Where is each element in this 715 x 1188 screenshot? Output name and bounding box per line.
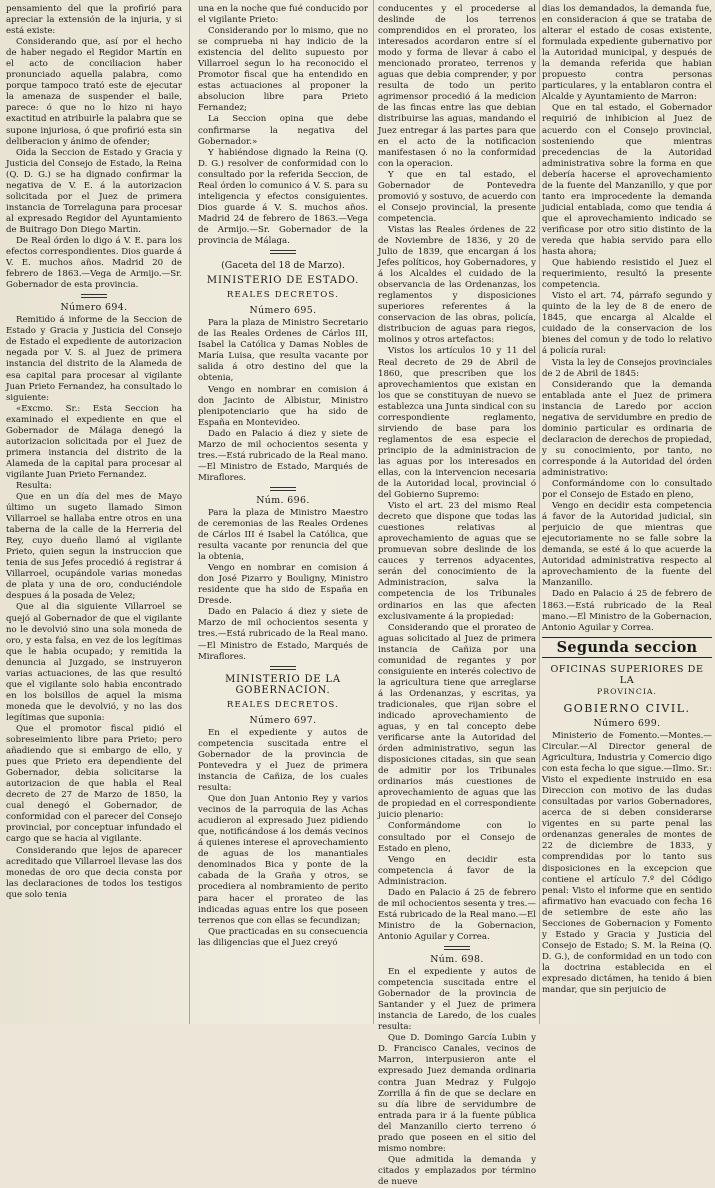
column-2 [198, 4, 368, 1022]
column-1 [6, 4, 182, 1022]
paragraph: «Excmo. Sr.: Esta Seccion ha examinado el expediente en que el Gobernador de Málaga denegó la autorizacion solicitada por el Juez de primera instancia del distrito de la Alameda de la capital para procesar al vigilante Juan Prieto Fernandez. [6, 403, 182, 480]
gobierno-civil-heading: GOBIERNO CIVIL. [563, 701, 691, 715]
paragraph: Que habiendo resistido el Juez el requerimiento, resultó la presente competencia. [542, 258, 712, 291]
decree-number: Núm. 698. [430, 953, 484, 965]
offices-heading: OFICINAS SUPERIORES DE LA [550, 663, 704, 686]
paragraph: conducentes y el procederse al deslinde de los terrenos comprendidos en el prorateo, los interesados acordaron entre sí el modo y forma de llevar á cabo el mencionado prorateo, terrenos y aguas que debia comprender, y por resulta de todo un perito agrimensor procedió á la medicion de las fincas entre las que debian distribuirse las aguas, mandando el Juez entregar á las partes para que en el acto de la notificacion manifestasen ó no la conformidad con la operacion. [378, 4, 536, 169]
column-4 [542, 4, 712, 1022]
separator [198, 487, 368, 491]
paragraph: En el expediente y autos de competencia suscitada entre el Gobernador de la provincia de Pontevedra y el Juez de primera instancia de Cañiza, de los cuales resulta: [198, 727, 368, 794]
paragraph: Considerando por lo mismo, que no se comprueba ni hay indicio de la existencia del delito supuesto por Villarroel segun lo ha reconocido el Promotor fiscal que ha entendido en estas actuaciones al proponer la absolucion libre para Prieto Fernandez; [198, 26, 368, 114]
paragraph: Considerando que, así por el hecho de haber negado el Regidor Martín en el acto de conciliacion haber pronunciado aquella palabra, como porque tampoco trató este de ejecutar la amenaza de suspender el baile, parece: ó que no lo hizo ni hayo exactitud en atribuirle la palabra que se supone injuriosa, ó que profirió esta sin deliberacion y ánimo de ofender; [6, 37, 182, 147]
paragraph: Conformándome con lo consultado por el Consejo de Estado en pleno, [378, 821, 536, 854]
paragraph: Que admitida la demanda y citados y emplazados por término de nueve [378, 1154, 536, 1187]
section-subheading: REALES DECRETOS. [226, 699, 340, 710]
paragraph: Considerando que el prorateo de aguas solicitado al Juez de primera instancia de Cañiza por una comunidad de regantes y por consiguiente en interés colectivo de la agricultura tiene que arreglarse á las Ordenanzas, y escritas, ya tradicionales, que rijan sobre el indicado aprovechamiento de aguas, y en tal concepto debe verificarse ante la Autoridad del órden administrativo, segun las disposiciones citadas, sin que sean de admitir por los Tribunales ordinarios más cuestiones de aprovechamiento de aguas que las de propiedad en el correspondiente juicio plenario: [378, 622, 536, 821]
paragraph: Vengo en nombrar en comision á don Jacinto de Albistur, Ministro plenipotenciario que ha sido de España en Montevideo. [198, 384, 368, 428]
paragraph: Vengo en nombrar en comision á don José Pizarro y Bouligny, Ministro residente que ha sido de España en Dresde. [198, 563, 368, 607]
paragraph: La Seccion opina que debe confirmarse la negativa del Gobernador.» [198, 114, 368, 147]
paragraph: De Real órden lo digo á V. E. para los efectos correspondientes. Dios guarde á V. E. muchos años. Madrid 20 de febrero de 1863.—Vega de Armijo.—Sr. Gobernador de esta provincia. [6, 235, 182, 291]
gazette-reference: (Gaceta del 18 de Marzo). [221, 260, 345, 272]
decree-number: Número 694. [60, 302, 128, 314]
decree-number: Núm. 696. [256, 494, 310, 506]
paragraph: Vista la ley de Consejos provinciales de 2 de Abril de 1845: [542, 357, 712, 379]
section-rule [542, 637, 712, 638]
paragraph: dias los demandados, la demanda fue, en consideracion á que se trataba de alterar el estado de cosas existente, formulada expediente gubernativo por la Autoridad municipal, y después de la demanda referida que habian propuesto contra personas particulares, y la entablaron contra el Alcalde y Ayuntamiento de Marron: [542, 4, 712, 103]
separator [198, 666, 368, 670]
paragraph: Y que en tal estado, el Gobernador de Pontevedra promovió y sostuvo, de acuerdo con el Consejo provincial, la presente competencia. [378, 169, 536, 224]
decree-number: Número 695. [249, 305, 317, 317]
paragraph: Que el promotor fiscal pidió el sobreseimiento libre para Prieto; pero añadiendo que si embargo de ello, y pues que Prieto era dependiente del Gobernador, debia solicitarse la autorizacion de que habla el Real decreto de 27 de Marzo de 1850, la cual denegó el Gobernador, de conformidad con el parecer del Consejo provincial, por conceptuar infundado el cargo que se hacia al vigilante. [6, 724, 182, 845]
paragraph: Visto el art. 74, párrafo segundo y quinto de la ley de 8 de enero de 1845, que encarga al Alcalde el cuidado de la conservacion de los bienes del comun y de todo lo relativo á policía rural: [542, 291, 712, 357]
paragraph: pensamiento del que la profirió para apreciar la extensión de la injuria, y si está existe: [6, 4, 182, 37]
paragraph: Considerando que lejos de aparecer acreditado que Villarroel llevase las dos monedas de oro que decia consta por las declaraciones de todos los testigos que solo tenia [6, 845, 182, 900]
paragraph: Considerando que la demanda entablada ante el Juez de primera instancia de Laredo por accion negativa de servidumbre en predio de dominio particular es ordinaria de declaracion de derechos de propiedad, y su conocimiento, por tanto, no corresponde á la Autoridad del órden administrativo: [542, 379, 712, 478]
separator [378, 946, 536, 950]
paragraph: En el expediente y autos de competencia suscitada entre el Gobernador de la provincia de Santander y el Juez de primera instancia de Laredo, de los cuales resulta: [378, 967, 536, 1033]
paragraph: Oida la Seccion de Estado y Gracia y Justicia del Consejo de Estado, la Reina (Q. D. G.) se ha dignado confirmar la negativa de V. E. á la autorizacion solicitada por el Juez de primera instancia de Torrelaguna para procesar al expresado Regidor del Ayuntamiento de Buitrago Don Diego Martin. [6, 147, 182, 235]
paragraph: Visto el art. 23 del mismo Real decreto que dispone que todas las cuestiones relativas al aprovechamiento de aguas que se promuevan sobre deslinde de los cauces y terrenos adyacentes, serán del conocimiento de la Administracion, salva la competencia de los Tribunales ordinarios en las que afecten exclusivamente á la propiedad: [378, 501, 536, 622]
paragraph: Dado en Palacio á diez y siete de Marzo de mil ochocientos sesenta y tres.—Está rubricado de la Real mano.—El Ministro de Estado, Marqués de Miraflores. [198, 607, 368, 662]
paragraph: Que al dia siguiente Villarroel se quejó al Gobernador de que el vigilante no le devolvió sino una sola moneda de oro, y esta falsa, en vez de los legítimas que le habia ocupado; y remitida la denuncia al Juzgado, se instruyeron varias actuaciones, de las que resultó que el vigilante solo habia encontrado en los bolsillos de aquel la misma moneda que le devolvió, y no las dos legítimas que suponia: [6, 602, 182, 723]
paragraph: Que D. Domingo García Lubin y D. Francisco Canales, vecinos de Marron, interpusieron ante el expresado Juez demanda ordinaria contra Juan Medraz y Fulgojo Zorrilla á fin de que se declare en su día libre de servidumbre de entrada para ir á la fuente pública del Manzanillo cierto terreno ó prado que poseen en el sitio del mismo nombre: [378, 1033, 536, 1154]
column-divider [373, 0, 374, 1024]
paragraph: Que en un día del mes de Mayo último un sugeto llamado Simon Villarroel se hallaba entre otros en una taberna de la calle de la Herreria del Rey, cuyo dueño llamó al vigilante Prieto, quien segun la instruccion que tenia de sus Jefes procedió á registrar á Villarroel, ocupándole varias monedas de plata y una de oro, conduciéndole despues á la posada de Velez; [6, 492, 182, 602]
column-divider [189, 0, 190, 1024]
paragraph: Para la plaza de Ministro Maestro de ceremonias de las Reales Ordenes de Cárlos III é Isabel la Católica, que resulta vacante por renuncia del que la obtenia, [198, 507, 368, 563]
separator [198, 250, 368, 254]
paragraph: Que don Juan Antonio Rey y varios vecinos de la parroquia de las Achas acudieron al expresado Juez pidiendo que, notificándose á los demás vecinos á quienes interese el aprovechamiento de aguas de los manantiales denominados Bica y ponte de la cabada de la Graña y otros, se procediera al nombramiento de perito para hacer el prorateo de las indicadas aguas entre los que poseen terrenos que con ellas se fecundizan; [198, 794, 368, 926]
paragraph: Para la plaza de Ministro Secretario de las Reales Ordenes de Cárlos III, Isabel la Católica y Damas Nobles de María Luisa, que resulta vacante por salida á otro destino del que la obtenia, [198, 318, 368, 384]
paragraph: Vistos los artículos 10 y 11 del Real decreto de 29 de Abril de 1860, que prescriben que los aprovechamientos que existan en los que se constituyan de nuevo se establezca una Junta sindical con su correspondiente reglamento, sirviendo de base para los reglamentos de esa especie el principio de la administracion de las aguas por los interesados en ellas, con la intervencion necesaria de la Autoridad local, provincial ó del Gobierno Supremo: [378, 346, 536, 501]
decree-number: Número 699. [593, 717, 661, 729]
paragraph: Que practicadas en su consecuencia las diligencias que el Juez creyó [198, 926, 368, 948]
ministry-heading: MINISTERIO DE ESTADO. [206, 275, 360, 287]
column-divider [539, 0, 540, 1024]
section-title: Segunda seccion [556, 638, 698, 656]
section-subheading: REALES DECRETOS. [226, 290, 340, 301]
ministry-heading: MINISTERIO DE LA GOBERNACION. [225, 673, 341, 696]
paragraph: Vistas las Reales órdenes de 22 de Noviembre de 1836, y 20 de Julio de 1839, que encargan á los Jefes políticos, hoy Gobernadores, y á los Alcaldes el cuidado de la observancia de las Ordenanzas, los reglamentos y disposiciones superiores referentes á la conservacion de las obras, policía, distribucion de aguas para riegos, molinos y otros artefactos: [378, 224, 536, 346]
paragraph: Dado en Palacio á diez y siete de Marzo de mil ochocientos sesenta y tres.—Está rubricado de la Real mano.—El Ministro de Estado, Marqués de Miraflores. [198, 428, 368, 483]
paragraph: Dado en Palacio á 25 de febrero de 1863.—Está rubricado de la Real mano.—El Ministro de la Gobernacion, Antonio Aguilar y Correa. [542, 589, 712, 633]
paragraph: Resulta: [16, 480, 52, 491]
paragraph: Vengo en decidir esta competencia á favor de la Administracion. [378, 854, 536, 887]
paragraph: Vengo en decidir esta competencia á favor de la Autoridad judicial, sin perjuicio de que mientras que ejecutoriamente no se falle sobre la demanda, se esté á lo que acuerde la Autoridad administrativa respecto al aprovechamiento de la fuente del Manzanillo. [542, 501, 712, 589]
province-heading: PROVINCIA. [596, 686, 658, 696]
column-3 [378, 4, 536, 1187]
paragraph: Ministerio de Fomento.—Montes.—Circular.—Al Director general de Agricultura, Industria y Comercio digo con esta fecha lo que sigue.—Ilmo. Sr.: Visto el expediente instruido en esa Direccion con motivo de las dudas consultadas por varios Gobernadores, acerca de si deben considerarse vigentes en su parte penal las ordenanzas generales de montes de 22 de diciembre de 1833, y comprendidas por lo tanto sus disposiciones en la excepcion que contiene el artículo 7.º del Código penal: Visto el informe que en sentido afirmativo han evacuado con fecha 16 de setiembre de este año las Secciones de Gobernacion y Fomento y Estado y Gracia y Justicia del Consejo de Estado; S. M. la Reina (Q. D. G.), de conformidad en un todo con la doctrina establecida en el expresado dictámen, ha tenido á bien mandar, que sin perjuicio de [542, 730, 712, 996]
paragraph: Y habiéndose dignado la Reina (Q. D. G.) resolver de conformidad con lo consultado por la referida Seccion, de Real órden lo comunico á V. S. para su inteligencia y efectos consiguientes. Dios guarde á V. S. muchos años. Madrid 24 de febrero de 1863.—Vega de Armijo.—Sr. Gobernador de la provincia de Málaga. [198, 147, 368, 246]
paragraph: Dado en Palacio á 25 de febrero de mil ochocientos sesenta y tres.—Está rubricado de la Real mano.—El Ministro de la Gobernacion, Antonio Aguilar y Correa. [378, 887, 536, 942]
paragraph: Conformándome con lo consultado por el Consejo de Estado en pleno, [542, 479, 712, 501]
paragraph: Que en tal estado, el Gobernador requirió de inhibicion al Juez de acuerdo con el Consejo provincial, sosteniendo que mientras precedencias de la Autoridad administrativa sobre la forma en que debería hacerse el aprovechamiento de la fuente del Manzanillo, y que por tanto era improcedente la demanda judicial entablada, como que tendia á que el aprovechamiento indicado se verificase por otro sitio distinto de la vereda que habia servido para ello hasta ahora; [542, 103, 712, 258]
paragraph: Remitido á informe de la Seccion de Estado y Gracia y Justicia del Consejo de Estado el expediente de autorizacion negada por V. S. al Juez de primera instancia del distrito de la Alameda de esa capital para procesar al vigilante Juan Prieto Fernandez, ha consultado lo siguiente: [6, 315, 182, 403]
separator [6, 294, 182, 298]
paragraph: una en la noche que fué conducido por el vigilante Prieto: [198, 4, 368, 26]
decree-number: Número 697. [249, 714, 317, 726]
section-rule [542, 657, 712, 658]
